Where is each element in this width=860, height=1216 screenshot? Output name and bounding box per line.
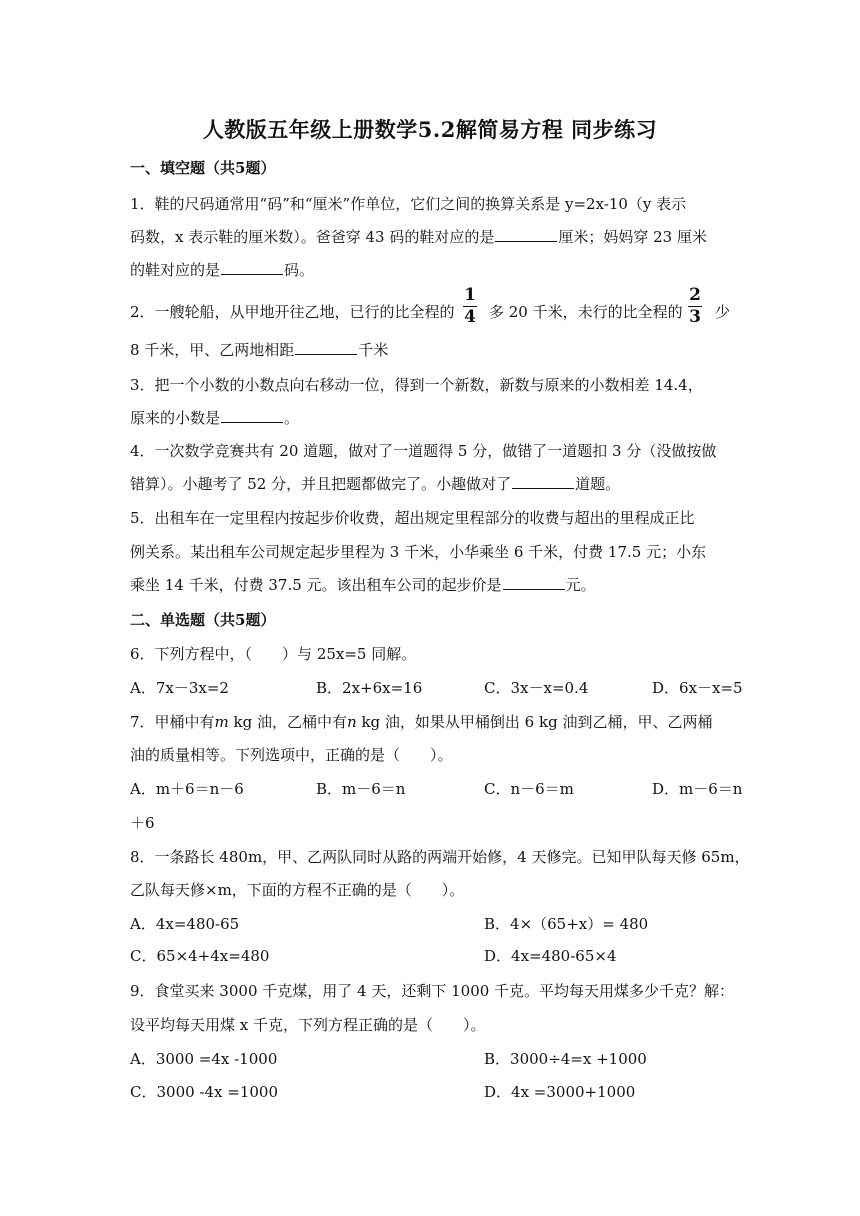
q2-line-1a: 2．一艘轮船，从甲地开往乙地，已行的比全程的 [130,303,455,321]
q2-line-1c: 少 [715,303,731,321]
q7-text: 7．甲桶中有 [130,713,215,731]
q8-option-d[interactable]: D．4x=480-65×4 [484,947,617,965]
fraction-denominator: 3 [689,307,701,327]
q6-stem: 6．下列方程中，（ ）与 25x=5 同解。 [130,645,417,663]
q6-option-b[interactable]: B．2x+6x=16 [316,679,423,697]
q8-option-a[interactable]: A．4x=480-65 [130,915,240,933]
q1-line-1: 1．鞋的尺码通常用“码”和“厘米”作单位，它们之间的换算关系是 y=2x-10（y 表示 [130,195,687,213]
q6-option-d[interactable]: D．6x－x=5 [652,679,743,697]
q7-text: kg 油，如果从甲桶倒出 6 kg 油到乙桶，甲、乙两桶 [356,713,713,731]
answer-blank[interactable] [512,474,574,489]
q3-line-2 [130,407,299,428]
q9-option-b[interactable]: B．3000÷4=x +1000 [484,1050,647,1068]
fraction-two-thirds [688,286,702,327]
q1-line-2 [130,226,707,247]
q5-text: 元。 [565,576,596,594]
q5-line-1: 5．出租车在一定里程内按起步价收费，超出规定里程部分的收费与超出的里程成正比 [130,509,695,527]
q6-option-a[interactable]: A．7x－3x=2 [130,679,229,697]
q1-text: 的鞋对应的是 [130,261,221,279]
q2-text: 千米 [358,341,389,359]
q7-option-c[interactable]: C．n－6＝m [484,780,574,798]
q1-text: 码数，x 表示鞋的厘米数）。爸爸穿 43 码的鞋对应的是 [130,228,495,246]
q9-line-1: 9．食堂买来 3000 千克煤，用了 4 天，还剩下 1000 千克。平均每天用煤多少千克？解： [130,982,735,1000]
section-heading-single-choice: 二、单选题（共5题） [130,611,276,629]
q7-option-a[interactable]: A．m＋6＝n－6 [130,780,244,798]
q8-option-c[interactable]: C．65×4+4x=480 [130,947,270,965]
answer-blank[interactable] [495,227,557,242]
q1-text: 厘米；妈妈穿 23 厘米 [558,228,707,246]
q3-text: 。 [284,409,300,427]
q8-option-b[interactable]: B．4×（65+x）= 480 [484,915,649,933]
fraction-numerator: 2 [689,285,701,305]
q8-line-1: 8．一条路长 480m，甲、乙两队同时从路的两端开始修，4 天修完。已知甲队每天修 65m， [130,848,750,866]
fraction-one-quarter [463,286,477,327]
q9-option-d[interactable]: D．4x =3000+1000 [484,1083,636,1101]
q4-line-2 [130,473,620,494]
q3-line-1: 3．把一个小数的小数点向右移动一位，得到一个新数，新数与原来的小数相差 14.4， [130,376,703,394]
q8-line-2: 乙队每天修×m，下面的方程不正确的是（ ）。 [130,881,465,899]
page-title: 人教版五年级上册数学5.2解简易方程 同步练习 [202,117,658,142]
q2-line-1b: 多 20 千米，未行的比全程的 [489,303,683,321]
answer-blank[interactable] [295,340,357,355]
q7-line-1 [130,711,712,732]
q4-line-1: 4．一次数学竞赛共有 20 道题，做对了一道题得 5 分，做错了一道题扣 3 分（没做按做 [130,442,717,460]
q5-text: 乘坐 14 千米，付费 37.5 元。该出租车公司的起步价是 [130,576,502,594]
q7-line-2: 油的质量相等。下列选项中，正确的是（ ）。 [130,746,453,764]
q2-line-2 [130,339,388,360]
q5-line-2: 例关系。某出租车公司规定起步里程为 3 千米，小华乘坐 6 千米，付费 17.5 元；小东 [130,543,707,561]
q6-option-c[interactable]: C．3x－x=0.4 [484,679,589,697]
section-heading-fill-blank: 一、填空题（共5题） [130,159,276,177]
q1-line-3 [130,259,314,280]
q1-text: 码。 [284,261,315,279]
q7-option-d[interactable]: D．m－6＝n [652,780,743,798]
q9-option-a[interactable]: A．3000 =4x -1000 [130,1050,278,1068]
q4-text: 道题。 [575,475,621,493]
fraction-numerator: 1 [464,285,476,305]
answer-blank[interactable] [221,408,283,423]
q7-option-d-wrap: ＋6 [130,814,155,832]
q9-option-c[interactable]: C．3000 -4x =1000 [130,1083,279,1101]
q9-line-2: 设平均每天用煤 x 千克，下列方程正确的是（ ）。 [130,1016,486,1034]
q7-option-b[interactable]: B．m－6＝n [316,780,406,798]
q2-text: 8 千米，甲、乙两地相距 [130,341,295,359]
q3-text: 原来的小数是 [130,409,221,427]
q7-text: kg 油，乙桶中有 [228,713,348,731]
answer-blank[interactable] [221,260,283,275]
q4-text: 错算）。小趣考了 52 分，并且把题都做完了。小趣做对了 [130,475,512,493]
fraction-denominator: 4 [464,307,476,327]
answer-blank[interactable] [503,575,565,590]
variable-n: n [347,713,357,731]
q5-line-3 [130,574,596,595]
variable-m: m [214,713,229,731]
